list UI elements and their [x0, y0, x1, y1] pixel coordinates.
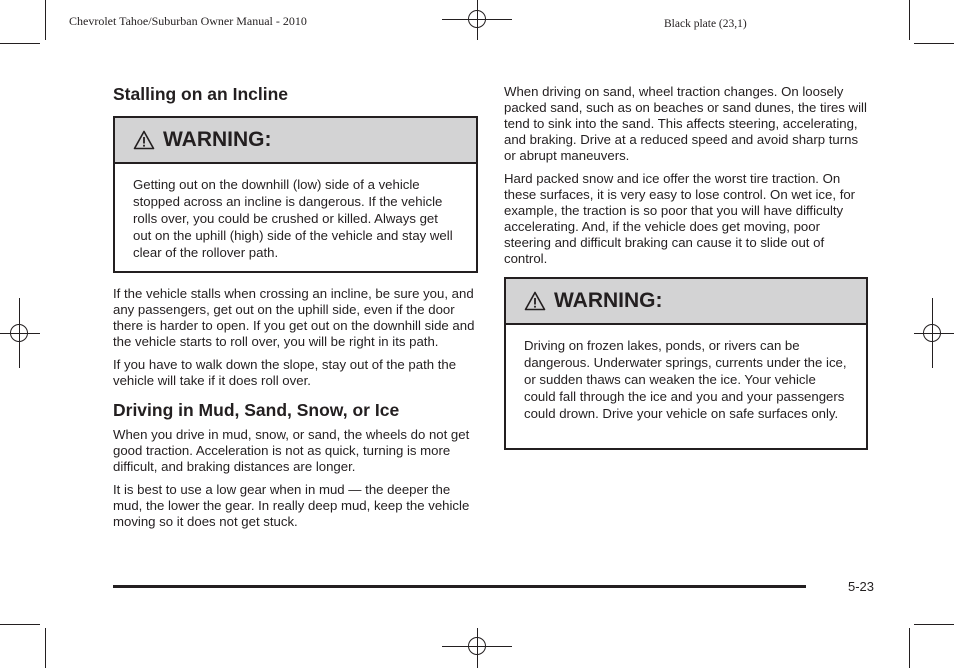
warning-triangle-icon [524, 291, 546, 311]
registration-circle [468, 10, 486, 28]
registration-circle [923, 324, 941, 342]
footer-rule [113, 585, 806, 588]
warning-box-incline [113, 116, 478, 273]
warning-title: WARNING: [163, 128, 272, 151]
crop-mark [45, 628, 46, 668]
manual-title: Chevrolet Tahoe/Suburban Owner Manual - 2010 [69, 14, 307, 28]
warning-box-frozen-lakes [504, 277, 868, 450]
warning-header [506, 279, 866, 325]
crop-mark [914, 43, 954, 44]
registration-circle [468, 637, 486, 655]
right-column [504, 84, 868, 450]
crop-mark [0, 624, 40, 625]
heading-driving-mud: Driving in Mud, Sand, Snow, or Ice [113, 400, 400, 420]
paragraph: Hard packed snow and ice offer the worst tire traction. On these surfaces, it is very easy to lose control. On wet ice, for example, the traction is so poor that you will have difficulty accelerating. And, if the vehicle does get moving, poor steering and difficult braking can cause it to slide out of control. [504, 171, 856, 266]
crop-mark [45, 0, 46, 40]
warning-title: WARNING: [554, 289, 663, 312]
paragraph: When driving on sand, wheel traction changes. On loosely packed sand, such as on beaches or sand dunes, the tires will tend to sink into the sand. This affects steering, accelerating, and braking. Drive at a reduced speed and avoid sharp turns or abrupt maneuvers. [504, 84, 867, 163]
registration-circle [10, 324, 28, 342]
crop-mark [909, 628, 910, 668]
paragraph: If you have to walk down the slope, stay out of the path the vehicle will take if it does roll over. [113, 357, 457, 388]
heading-stalling: Stalling on an Incline [113, 84, 289, 104]
page-number: 5-23 [847, 579, 874, 594]
warning-body [506, 325, 866, 432]
left-column [113, 84, 478, 530]
warning-header [115, 118, 476, 164]
crop-mark [914, 624, 954, 625]
plate-label: Black plate (23,1) [664, 18, 747, 30]
warning-body [115, 164, 476, 271]
paragraph: If the vehicle stalls when crossing an incline, be sure you, and any passengers, get out on the uphill side, even if the door there is harder to open. If you get out on the downhill side and the vehicle starts to roll over, you will be right in its path. [113, 286, 475, 349]
paragraph: It is best to use a low gear when in mud — the deeper the mud, the lower the gear. In really deep mud, keep the vehicle moving so it does not get stuck. [113, 482, 470, 529]
warning-text: Getting out on the downhill (low) side of a vehicle stopped across an incline is dangerous. If the vehicle rolls over, you could be crushed or killed. Always get out on the uphill (high) side of the vehicle and stay well clear of the rollover path. [133, 177, 453, 260]
crop-mark [909, 0, 910, 40]
paragraph: When you drive in mud, snow, or sand, the wheels do not get good traction. Acceleration is not as quick, turning is more difficult, and braking distances are longer. [113, 427, 470, 474]
crop-mark [0, 43, 40, 44]
warning-triangle-icon [133, 130, 155, 150]
warning-text: Driving on frozen lakes, ponds, or rivers can be dangerous. Underwater springs, currents under the ice, or sudden thaws can weaken the ice. Your vehicle could fall through the ice and you and your passengers could drown. Drive your vehicle on safe surfaces only. [524, 338, 847, 421]
